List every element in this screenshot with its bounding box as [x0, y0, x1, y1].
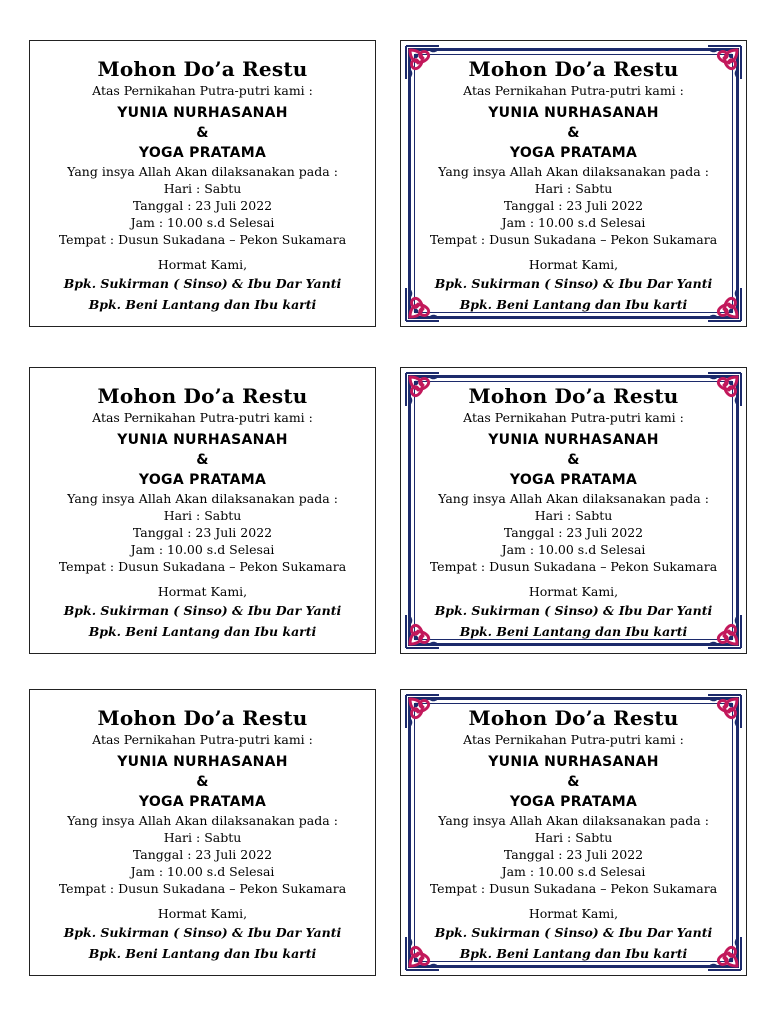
- card-heading: Mohon Do’a Restu: [97, 706, 308, 730]
- groom-name: YOGA PRATAMA: [138, 145, 267, 161]
- card-intro: Atas Pernikahan Putra-putri kami :: [463, 410, 684, 425]
- bride-name: YUNIA NURHASANAH: [117, 105, 288, 121]
- card-content: [401, 55, 746, 315]
- event-date: Tanggal : 23 Juli 2022: [503, 847, 644, 862]
- card-intro: Atas Pernikahan Putra-putri kami :: [463, 732, 684, 747]
- event-place: Tempat : Dusun Sukadana – Pekon Sukamara: [58, 881, 347, 896]
- ampersand: &: [567, 774, 580, 790]
- card-heading: Mohon Do’a Restu: [468, 57, 679, 81]
- parents-line-2: Bpk. Beni Lantang dan Ibu karti: [459, 946, 688, 961]
- ampersand: &: [196, 125, 209, 141]
- regards: Hormat Kami,: [157, 257, 248, 272]
- ampersand: &: [196, 774, 209, 790]
- card-content: [30, 382, 375, 642]
- event-intro: Yang insya Allah Akan dilaksanakan pada :: [438, 813, 709, 828]
- event-time: Jam : 10.00 s.d Selesai: [501, 542, 646, 557]
- groom-name: YOGA PRATAMA: [138, 794, 267, 810]
- card-heading: Mohon Do’a Restu: [97, 384, 308, 408]
- invitation-card-3: [29, 367, 376, 654]
- ampersand: &: [567, 452, 580, 468]
- parents-line-1: Bpk. Sukirman ( Sinso) & Ibu Dar Yanti: [63, 925, 342, 940]
- parents-line-1: Bpk. Sukirman ( Sinso) & Ibu Dar Yanti: [434, 603, 713, 618]
- card-heading: Mohon Do’a Restu: [468, 384, 679, 408]
- parents-line-1: Bpk. Sukirman ( Sinso) & Ibu Dar Yanti: [63, 603, 342, 618]
- event-time: Jam : 10.00 s.d Selesai: [130, 542, 275, 557]
- invitation-card-6: [400, 689, 747, 976]
- card-intro: Atas Pernikahan Putra-putri kami :: [92, 83, 313, 98]
- invitation-card-2: [400, 40, 747, 327]
- event-intro: Yang insya Allah Akan dilaksanakan pada :: [67, 813, 338, 828]
- bride-name: YUNIA NURHASANAH: [488, 432, 659, 448]
- bride-name: YUNIA NURHASANAH: [117, 432, 288, 448]
- groom-name: YOGA PRATAMA: [509, 472, 638, 488]
- event-time: Jam : 10.00 s.d Selesai: [130, 864, 275, 879]
- event-place: Tempat : Dusun Sukadana – Pekon Sukamara: [58, 232, 347, 247]
- regards: Hormat Kami,: [528, 906, 619, 921]
- parents-line-2: Bpk. Beni Lantang dan Ibu karti: [88, 297, 317, 312]
- card-heading: Mohon Do’a Restu: [468, 706, 679, 730]
- regards: Hormat Kami,: [528, 584, 619, 599]
- groom-name: YOGA PRATAMA: [509, 794, 638, 810]
- card-content: [401, 382, 746, 642]
- regards: Hormat Kami,: [157, 584, 248, 599]
- regards: Hormat Kami,: [157, 906, 248, 921]
- bride-name: YUNIA NURHASANAH: [488, 754, 659, 770]
- card-intro: Atas Pernikahan Putra-putri kami :: [92, 732, 313, 747]
- invitation-card-1: [29, 40, 376, 327]
- ampersand: &: [567, 125, 580, 141]
- parents-line-1: Bpk. Sukirman ( Sinso) & Ibu Dar Yanti: [434, 925, 713, 940]
- event-date: Tanggal : 23 Juli 2022: [132, 525, 273, 540]
- bride-name: YUNIA NURHASANAH: [488, 105, 659, 121]
- event-place: Tempat : Dusun Sukadana – Pekon Sukamara: [429, 232, 718, 247]
- event-time: Jam : 10.00 s.d Selesai: [130, 215, 275, 230]
- invitation-card-4: [400, 367, 747, 654]
- event-intro: Yang insya Allah Akan dilaksanakan pada :: [67, 491, 338, 506]
- event-place: Tempat : Dusun Sukadana – Pekon Sukamara: [429, 559, 718, 574]
- event-date: Tanggal : 23 Juli 2022: [503, 525, 644, 540]
- bride-name: YUNIA NURHASANAH: [117, 754, 288, 770]
- parents-line-1: Bpk. Sukirman ( Sinso) & Ibu Dar Yanti: [63, 276, 342, 291]
- event-time: Jam : 10.00 s.d Selesai: [501, 864, 646, 879]
- parents-line-2: Bpk. Beni Lantang dan Ibu karti: [459, 624, 688, 639]
- groom-name: YOGA PRATAMA: [138, 472, 267, 488]
- card-content: [401, 704, 746, 964]
- parents-line-2: Bpk. Beni Lantang dan Ibu karti: [459, 297, 688, 312]
- invitation-card-5: [29, 689, 376, 976]
- parents-line-1: Bpk. Sukirman ( Sinso) & Ibu Dar Yanti: [434, 276, 713, 291]
- event-day: Hari : Sabtu: [534, 181, 613, 196]
- event-intro: Yang insya Allah Akan dilaksanakan pada :: [438, 164, 709, 179]
- event-day: Hari : Sabtu: [163, 508, 242, 523]
- event-place: Tempat : Dusun Sukadana – Pekon Sukamara: [429, 881, 718, 896]
- event-date: Tanggal : 23 Juli 2022: [132, 847, 273, 862]
- card-content: [30, 704, 375, 964]
- groom-name: YOGA PRATAMA: [509, 145, 638, 161]
- event-date: Tanggal : 23 Juli 2022: [132, 198, 273, 213]
- event-place: Tempat : Dusun Sukadana – Pekon Sukamara: [58, 559, 347, 574]
- event-day: Hari : Sabtu: [163, 830, 242, 845]
- event-day: Hari : Sabtu: [534, 508, 613, 523]
- event-day: Hari : Sabtu: [163, 181, 242, 196]
- event-day: Hari : Sabtu: [534, 830, 613, 845]
- card-heading: Mohon Do’a Restu: [97, 57, 308, 81]
- parents-line-2: Bpk. Beni Lantang dan Ibu karti: [88, 946, 317, 961]
- ampersand: &: [196, 452, 209, 468]
- event-intro: Yang insya Allah Akan dilaksanakan pada :: [67, 164, 338, 179]
- card-content: [30, 55, 375, 315]
- parents-line-2: Bpk. Beni Lantang dan Ibu karti: [88, 624, 317, 639]
- event-intro: Yang insya Allah Akan dilaksanakan pada :: [438, 491, 709, 506]
- regards: Hormat Kami,: [528, 257, 619, 272]
- card-intro: Atas Pernikahan Putra-putri kami :: [92, 410, 313, 425]
- event-date: Tanggal : 23 Juli 2022: [503, 198, 644, 213]
- card-intro: Atas Pernikahan Putra-putri kami :: [463, 83, 684, 98]
- event-time: Jam : 10.00 s.d Selesai: [501, 215, 646, 230]
